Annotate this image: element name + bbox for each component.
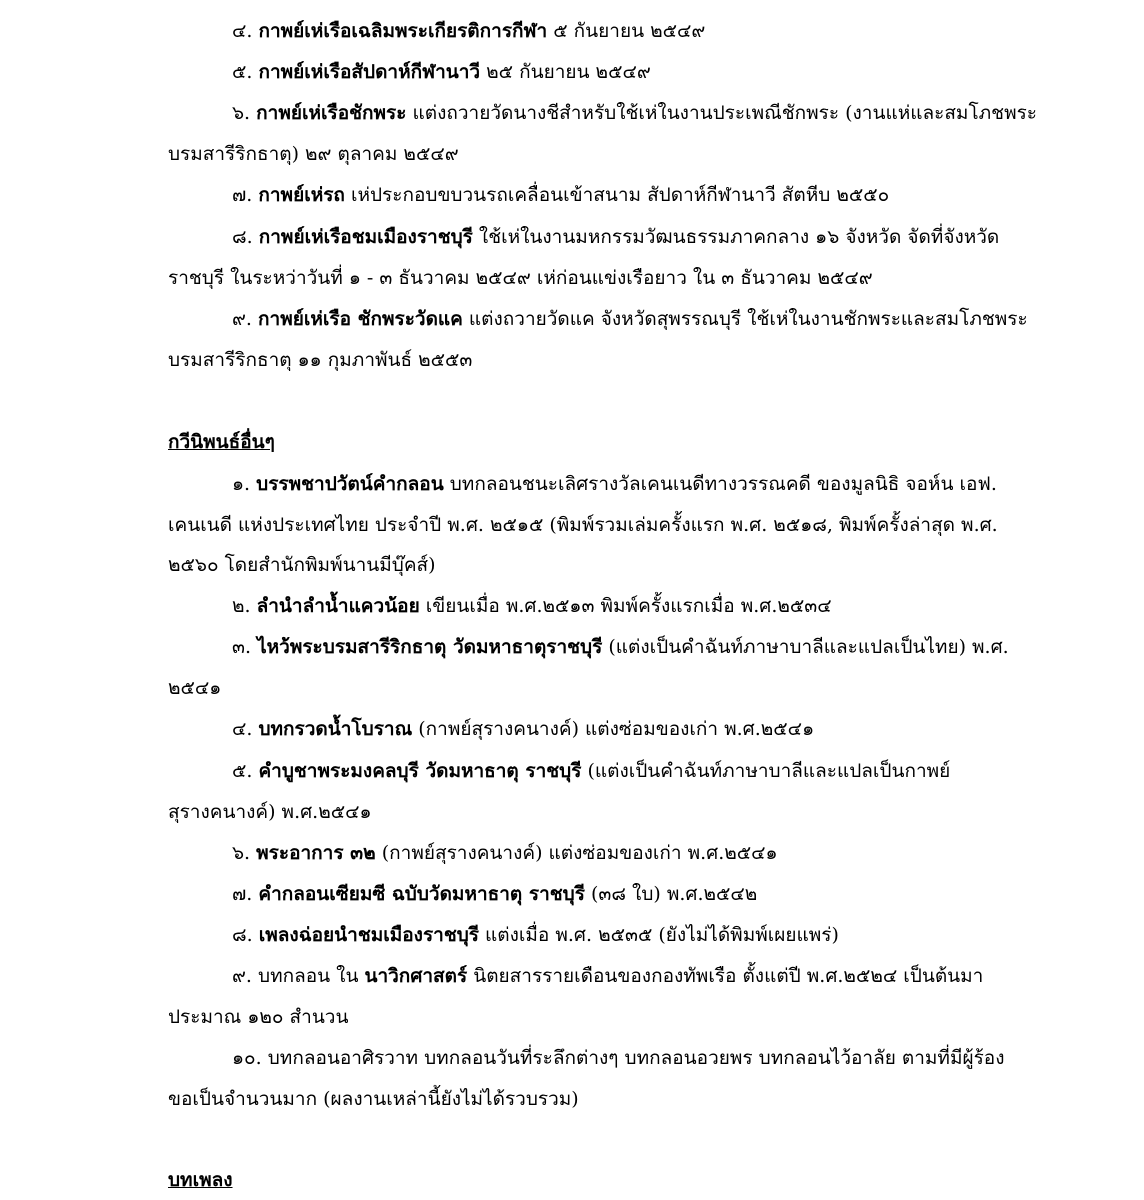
list-item: ๘. กาพย์เห่เรือชมเมืองราชบุรี ใช้เห่ในงานมหกรรมวัฒนธรรมภาคกลาง ๑๖ จังหวัด จัดที่จังหวัด	[232, 226, 1000, 248]
list-item: ๗. คำกลอนเซียมซี ฉบับวัดมหาธาตุ ราชบุรี (๓๘ ใบ) พ.ศ.๒๕๔๒	[232, 883, 758, 905]
list-item-continuation: ประมาณ ๑๒๐ สำนวน	[168, 1006, 349, 1028]
list-item-continuation: บรมสารีริกธาตุ ๑๑ กุมภาพันธ์ ๒๕๕๓	[168, 349, 473, 371]
list-item: ๕. กาพย์เห่เรือสัปดาห์กีฬานาวี ๒๕ กันยายน ๒๕๔๙	[232, 61, 651, 83]
list-item: ๑. บรรพชาปวัตน์คำกลอน บทกลอนชนะเลิศรางวัลเคนเนดีทางวรรณคดี ของมูลนิธิ จอห์น เอฟ.	[232, 473, 997, 495]
list-item: ๓. ไหว้พระบรมสารีริกธาตุ วัดมหาธาตุราชบุรี (แต่งเป็นคำฉันท์ภาษาบาลีและแปลเป็นไทย) พ.ศ.	[232, 636, 1009, 658]
list-item: ๔. กาพย์เห่เรือเฉลิมพระเกียรติการกีฬา ๕ กันยายน ๒๕๔๙	[232, 20, 706, 42]
list-item-continuation: ๒๕๖๐ โดยสำนักพิมพ์นานมีบุ๊คส์)	[168, 554, 436, 576]
list-item: ๖. พระอาการ ๓๒ (กาพย์สุรางคนางค์) แต่งซ่อมของเก่า พ.ศ.๒๕๔๑	[232, 842, 778, 864]
list-item-continuation: บรมสารีริกธาตุ) ๒๙ ตุลาคม ๒๕๔๙	[168, 143, 459, 165]
list-item: ๘. เพลงฉ่อยนำชมเมืองราชบุรี แต่งเมื่อ พ.ศ. ๒๕๓๕ (ยังไม่ได้พิมพ์เผยแพร่)	[232, 924, 839, 946]
list-item: ๔. บทกรวดน้ำโบราณ (กาพย์สุรางคนางค์) แต่งซ่อมของเก่า พ.ศ.๒๕๔๑	[232, 718, 815, 740]
list-item-continuation: ขอเป็นจำนวนมาก (ผลงานเหล่านี้ยังไม่ได้รวบรวม)	[168, 1088, 579, 1110]
section-heading: บทเพลง	[168, 1169, 233, 1191]
section-heading: กวีนิพนธ์อื่นๆ	[168, 431, 275, 453]
list-item: ๒. ลำนำลำน้ำแควน้อย เขียนเมื่อ พ.ศ.๒๕๑๓ พิมพ์ครั้งแรกเมื่อ พ.ศ.๒๕๓๔	[232, 595, 832, 617]
list-item: ๙. กาพย์เห่เรือ ชักพระวัดแค แต่งถวายวัดแค จังหวัดสุพรรณบุรี ใช้เห่ในงานชักพระและสมโภชพระ	[232, 308, 1028, 330]
list-item: ๖. กาพย์เห่เรือชักพระ แต่งถวายวัดนางชีสำหรับใช้เห่ในงานประเพณีชักพระ (งานแห่และสมโภชพระ	[232, 102, 1037, 124]
list-item: ๕. คำบูชาพระมงคลบุรี วัดมหาธาตุ ราชบุรี (แต่งเป็นคำฉันท์ภาษาบาลีและแปลเป็นกาพย์	[232, 760, 951, 782]
list-item-continuation: สุรางคนางค์) พ.ศ.๒๕๔๑	[168, 801, 372, 823]
list-item-continuation: ๒๕๔๑	[168, 677, 222, 699]
list-item-continuation: ราชบุรี ในระหว่าวันที่ ๑ - ๓ ธันวาคม ๒๕๔๙ เห่ก่อนแข่งเรือยาว ใน ๓ ธันวาคม ๒๕๔๙	[168, 267, 873, 289]
list-item: ๗. กาพย์เห่รถ เห่ประกอบขบวนรถเคลื่อนเข้าสนาม สัปดาห์กีฬานาวี สัตหีบ ๒๕๕๐	[232, 184, 890, 206]
list-item: ๑๐. บทกลอนอาศิรวาท บทกลอนวันที่ระลึกต่างๆ บทกลอนอวยพร บทกลอนไว้อาลัย ตามที่มีผู้ร้อง	[232, 1047, 1005, 1069]
list-item-continuation: เคนเนดี แห่งประเทศไทย ประจำปี พ.ศ. ๒๕๑๕ (พิมพ์รวมเล่มครั้งแรก พ.ศ. ๒๕๑๘, พิมพ์ครั้งล่าสุด พ.ศ.	[168, 514, 998, 536]
list-item: ๙. บทกลอน ใน นาวิกศาสตร์ นิตยสารรายเดือนของกองทัพเรือ ตั้งแต่ปี พ.ศ.๒๕๒๔ เป็นต้นมา	[232, 965, 984, 987]
